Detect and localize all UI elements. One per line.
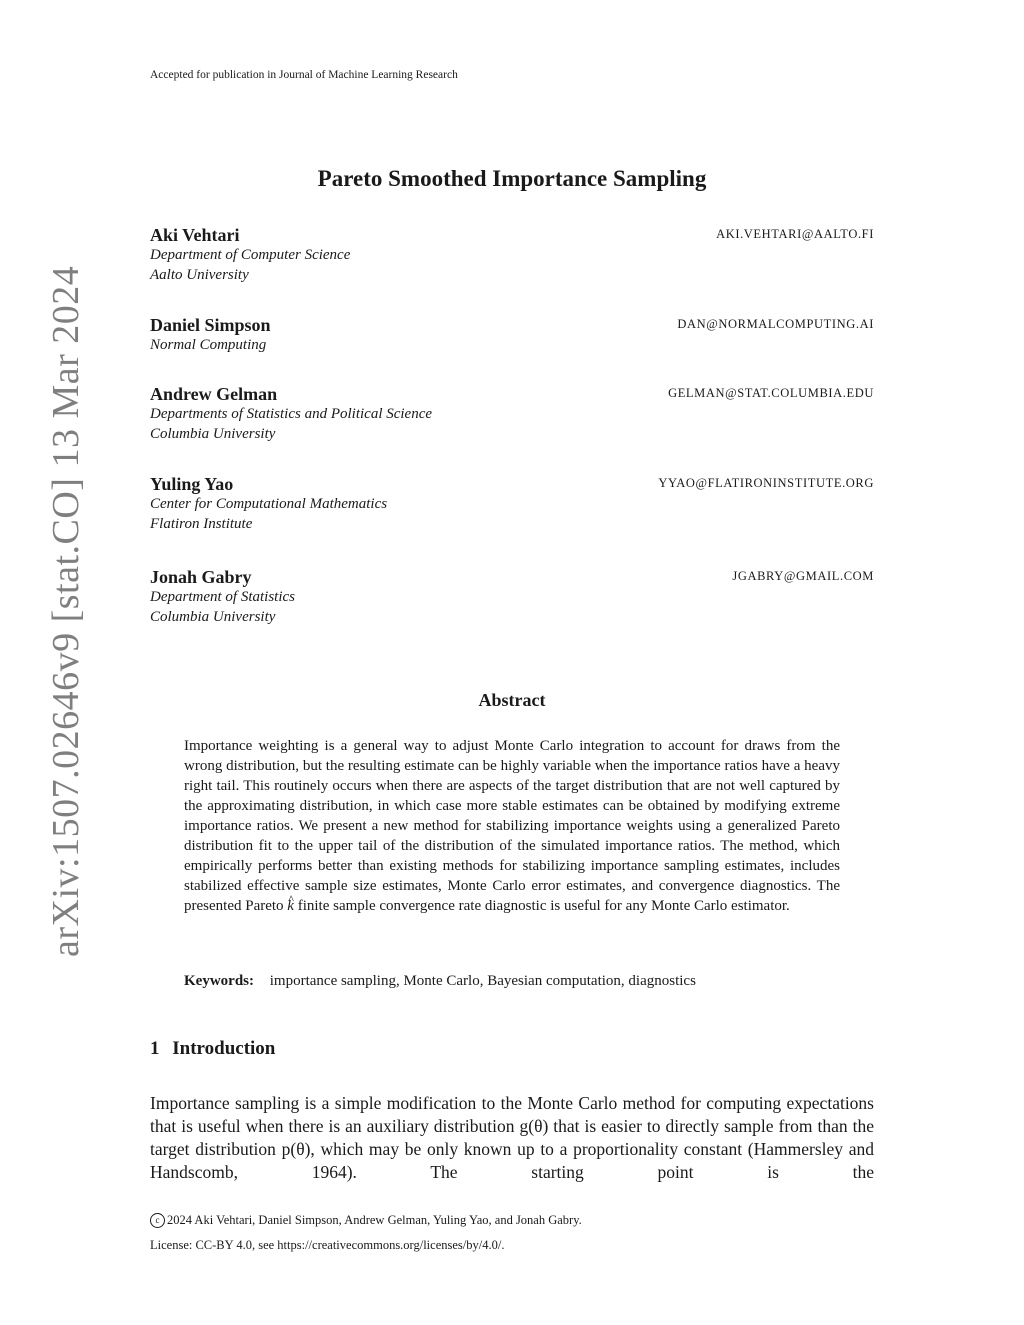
author-email[interactable]: YYAO@FLATIRONINSTITUTE.ORG bbox=[658, 476, 874, 490]
abstract-heading: Abstract bbox=[478, 690, 546, 710]
arxiv-identifier-stamp: arXiv:1507.02646v9 [stat.CO] 13 Mar 2024 bbox=[45, 265, 87, 957]
author-name: Daniel Simpson bbox=[150, 315, 271, 335]
author-name: Aki Vehtari bbox=[150, 225, 240, 245]
author-affiliation: Center for Computational Mathematics bbox=[150, 496, 388, 512]
abstract-text-part: finite sample convergence rate diagnostic is useful for any Monte Carlo estimator. bbox=[297, 898, 790, 914]
copyright-text: 2024 Aki Vehtari, Daniel Simpson, Andrew Gelman, Yuling Yao, and Jonah Gabry. bbox=[167, 1213, 582, 1227]
author-name: Yuling Yao bbox=[150, 474, 234, 494]
author-email[interactable]: GELMAN@STAT.COLUMBIA.EDU bbox=[668, 386, 874, 400]
keywords-label: Keywords: bbox=[184, 973, 254, 989]
copyright-line bbox=[150, 1213, 582, 1228]
license-line[interactable]: License: CC-BY 4.0, see https://creativecommons.org/licenses/by/4.0/. bbox=[150, 1238, 505, 1252]
author-block bbox=[150, 315, 874, 355]
author-email[interactable]: JGABRY@GMAIL.COM bbox=[732, 569, 874, 583]
author-block bbox=[150, 225, 874, 285]
keywords-list: importance sampling, Monte Carlo, Bayesian computation, diagnostics bbox=[269, 973, 696, 989]
author-affiliation: Department of Statistics bbox=[150, 589, 295, 605]
journal-note: Accepted for publication in Journal of Machine Learning Research bbox=[150, 69, 458, 81]
author-affiliation: Department of Computer Science bbox=[150, 247, 351, 263]
author-affiliation: Columbia University bbox=[150, 609, 276, 625]
paragraph-text: Importance sampling is a simple modification to the Monte Carlo method for computing expectations that is useful when there is an auxiliary distribution g(θ) that is easier to directly sample from than the target distribution p(θ), which may be only known up to a proportionality constant (Hammersley and Handscomb, 1964). The starting point is the bbox=[150, 1093, 874, 1182]
author-block bbox=[150, 474, 874, 534]
author-affiliation: Normal Computing bbox=[150, 337, 267, 353]
abstract-text bbox=[184, 736, 840, 916]
author-name: Jonah Gabry bbox=[150, 567, 252, 587]
author-block bbox=[150, 384, 874, 444]
k-hat-symbol: ^ k bbox=[287, 898, 294, 914]
copyright-icon: c bbox=[150, 1213, 165, 1228]
section-title: Introduction bbox=[172, 1038, 276, 1059]
keywords-line bbox=[184, 973, 864, 990]
author-affiliation: Aalto University bbox=[150, 267, 249, 283]
abstract-text-part: Importance weighting is a general way to adjust Monte Carlo integration to account for draws from the wrong distribution, but the resulting estimate can be highly variable when the importance ratios have a heavy right tail. This routinely occurs when there are aspects of the target distribution that are not well captured by the approximating distribution, in which case more stable estimates can be obtained by modifying extreme importance ratios. We present a new method for stabilizing importance weights using a generalized Pareto distribution fit to the upper tail of the distribution of the simulated importance ratios. The method, which empirically performs better than existing methods for stabilizing importance sampling estimates, includes stabilized effective sample size estimates, Monte Carlo error estimates, and convergence diagnostics. The presented Pareto bbox=[184, 738, 840, 914]
author-affiliation: Departments of Statistics and Political Science bbox=[150, 406, 433, 422]
section-number: 1 bbox=[150, 1038, 160, 1059]
author-email[interactable]: AKI.VEHTARI@AALTO.FI bbox=[716, 227, 874, 241]
author-affiliation: Columbia University bbox=[150, 426, 276, 442]
author-affiliation: Flatiron Institute bbox=[150, 516, 253, 532]
author-block bbox=[150, 567, 874, 627]
author-name: Andrew Gelman bbox=[150, 384, 278, 404]
author-email[interactable]: DAN@NORMALCOMPUTING.AI bbox=[677, 317, 874, 331]
introduction-paragraph bbox=[150, 1092, 874, 1184]
paper-title: Pareto Smoothed Importance Sampling bbox=[317, 166, 707, 191]
section-heading bbox=[150, 1038, 275, 1060]
